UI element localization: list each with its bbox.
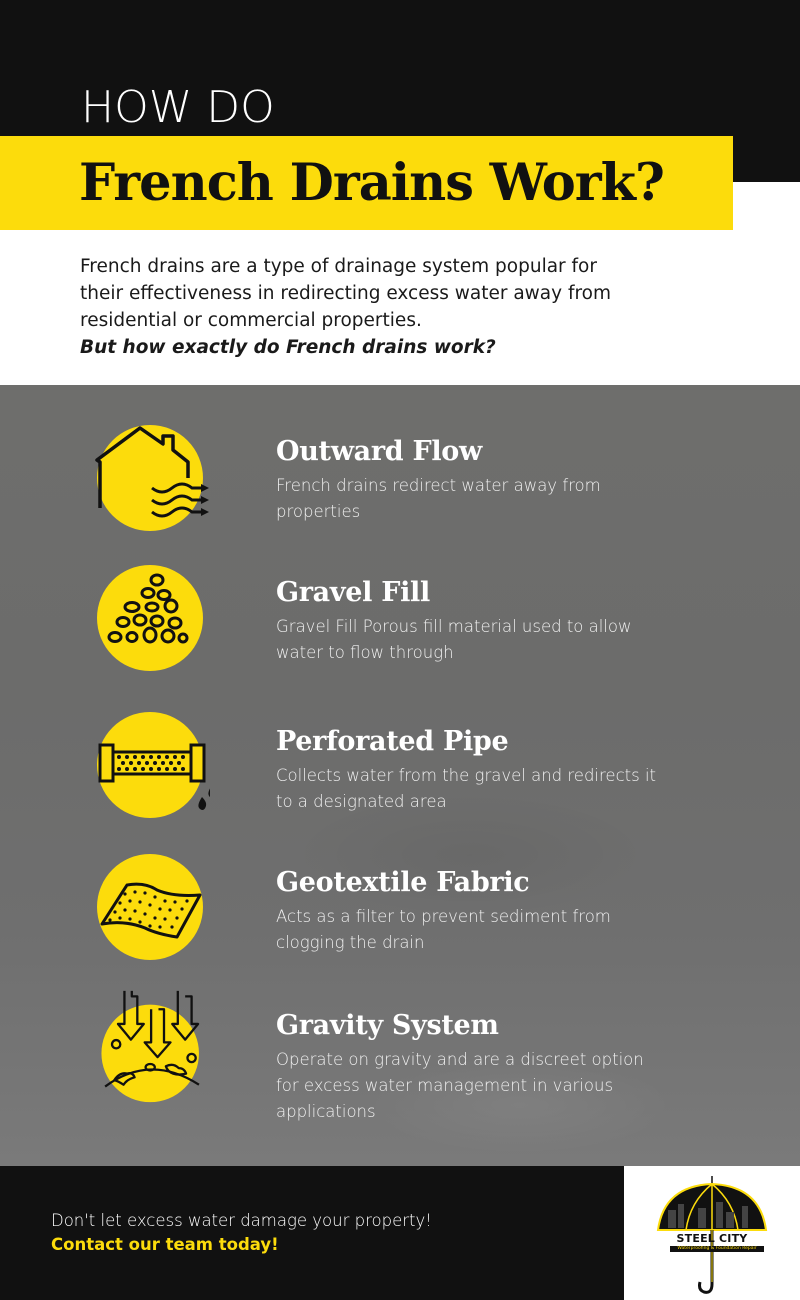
gravity-arrows-icon bbox=[95, 989, 210, 1104]
feature-title: Gravity System bbox=[276, 1010, 499, 1041]
intro-paragraph bbox=[80, 253, 640, 361]
feature-title: Geotextile Fabric bbox=[276, 867, 530, 898]
contact-cta-link[interactable]: Contact our team today! bbox=[51, 1235, 279, 1254]
features-section bbox=[0, 385, 800, 1166]
gravel-pile-icon bbox=[95, 563, 210, 678]
house-water-flow-icon bbox=[95, 420, 210, 535]
company-logo[interactable] bbox=[624, 1166, 800, 1300]
page-title: French Drains Work? bbox=[79, 153, 664, 213]
logo-tagline: Waterproofing & Foundation Repair bbox=[670, 1246, 764, 1252]
geotextile-fabric-icon bbox=[95, 852, 210, 967]
feature-title: Outward Flow bbox=[276, 436, 482, 467]
feature-description: French drains redirect water away from properties bbox=[276, 476, 601, 521]
feature-description: Acts as a filter to prevent sediment from clogging the drain bbox=[276, 907, 611, 952]
footer-message: Don't let excess water damage your property! bbox=[51, 1211, 432, 1230]
feature-description: Operate on gravity and are a discreet option for excess water management in various applications bbox=[276, 1050, 644, 1121]
intro-question: But how exactly do French drains work? bbox=[80, 337, 496, 358]
feature-description: Collects water from the gravel and redirects it to a designated area bbox=[276, 766, 657, 811]
footer bbox=[0, 1166, 800, 1300]
header-kicker: HOW DO bbox=[81, 82, 275, 133]
feature-title: Gravel Fill bbox=[276, 577, 430, 608]
logo-name: STEEL CITY bbox=[676, 1232, 748, 1245]
perforated-pipe-icon bbox=[95, 710, 210, 825]
feature-description: Gravel Fill Porous fill material used to allow water to flow through bbox=[276, 617, 632, 662]
feature-title: Perforated Pipe bbox=[276, 726, 509, 757]
intro-text: French drains are a type of drainage system popular for their effectiveness in redirecting excess water away from residential or commercial properties. bbox=[80, 256, 612, 331]
